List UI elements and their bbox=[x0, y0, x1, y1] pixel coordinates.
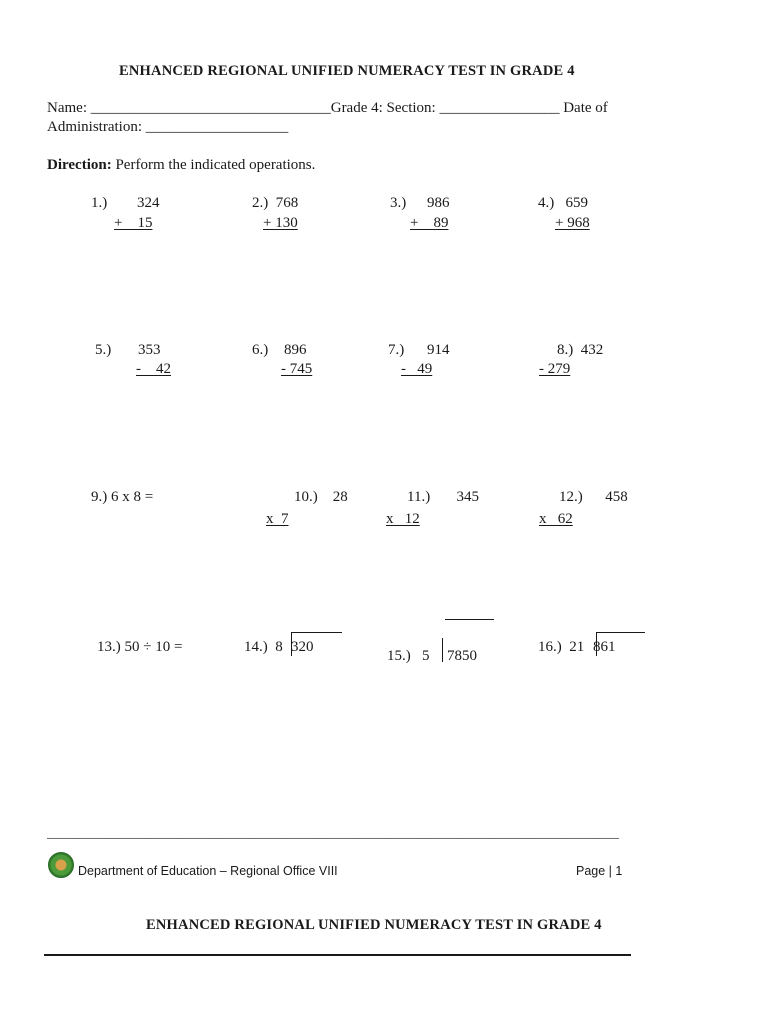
division-bracket-top bbox=[596, 632, 645, 633]
division-bracket-top bbox=[445, 619, 494, 620]
problem-bottom: + 968 bbox=[555, 215, 590, 231]
problem-line: 10.) 28 bbox=[294, 489, 348, 505]
problem-dividend: 7850 bbox=[447, 648, 477, 664]
division-bracket-side bbox=[442, 638, 443, 662]
problem-bottom: x 7 bbox=[266, 511, 289, 527]
info-line-name: Name: ________________________________Grade 4: Section: ________________ Date of bbox=[47, 100, 608, 116]
problem-13: 13.) 50 ÷ 10 = bbox=[97, 639, 183, 655]
problem-line: 11.) 345 bbox=[407, 489, 479, 505]
problem-dividend: 861 bbox=[593, 639, 616, 655]
problem-top: 324 bbox=[137, 195, 160, 211]
problem-number: 6.) bbox=[252, 342, 269, 358]
problem-top: 896 bbox=[284, 342, 307, 358]
problem-bottom: + 89 bbox=[410, 215, 449, 231]
problem-bottom: x 62 bbox=[539, 511, 573, 527]
problem-number: 5.) bbox=[95, 342, 112, 358]
problem-bottom: - 745 bbox=[281, 361, 313, 377]
footer-department: Department of Education – Regional Office VIII bbox=[78, 864, 338, 878]
problem-9: 9.) 6 x 8 = bbox=[91, 489, 154, 505]
problem-label: 14.) 8 bbox=[244, 639, 283, 655]
problem-bottom: x 12 bbox=[386, 511, 420, 527]
problem-number: 3.) bbox=[390, 195, 407, 211]
problem-top: 914 bbox=[427, 342, 450, 358]
problem-line: 2.) 768 bbox=[252, 195, 299, 211]
problem-bottom: + 130 bbox=[263, 215, 298, 231]
problem-label: 16.) 21 bbox=[538, 639, 585, 655]
problem-number: 1.) bbox=[91, 195, 108, 211]
problem-number: 7.) bbox=[388, 342, 405, 358]
direction-label: Direction: bbox=[47, 157, 112, 173]
deped-logo-icon bbox=[48, 852, 74, 878]
problem-line: 12.) 458 bbox=[559, 489, 628, 505]
division-bracket-top bbox=[291, 632, 342, 633]
page-title: ENHANCED REGIONAL UNIFIED NUMERACY TEST IN GRADE 4 bbox=[119, 63, 575, 79]
problem-line: 8.) 432 bbox=[557, 342, 604, 358]
info-line-administration: Administration: ___________________ bbox=[47, 119, 289, 135]
footer-rule: ________________________________________________________________________________________ bbox=[47, 825, 619, 840]
problem-top: 353 bbox=[138, 342, 161, 358]
next-page-title-rule bbox=[44, 954, 631, 956]
problem-line: 4.) 659 bbox=[538, 195, 588, 211]
problem-bottom: - 279 bbox=[539, 361, 571, 377]
direction-text: Perform the indicated operations. bbox=[111, 157, 316, 173]
problem-bottom: - 42 bbox=[136, 361, 171, 377]
footer-page-number: Page | 1 bbox=[576, 864, 623, 878]
problem-label: 15.) 5 bbox=[387, 648, 430, 664]
problem-bottom: - 49 bbox=[401, 361, 433, 377]
problem-top: 986 bbox=[427, 195, 450, 211]
direction-line bbox=[47, 158, 315, 173]
problem-dividend: 320 bbox=[291, 639, 314, 655]
next-page-title: ENHANCED REGIONAL UNIFIED NUMERACY TEST IN GRADE 4 bbox=[146, 917, 602, 933]
problem-bottom: + 15 bbox=[114, 215, 153, 231]
